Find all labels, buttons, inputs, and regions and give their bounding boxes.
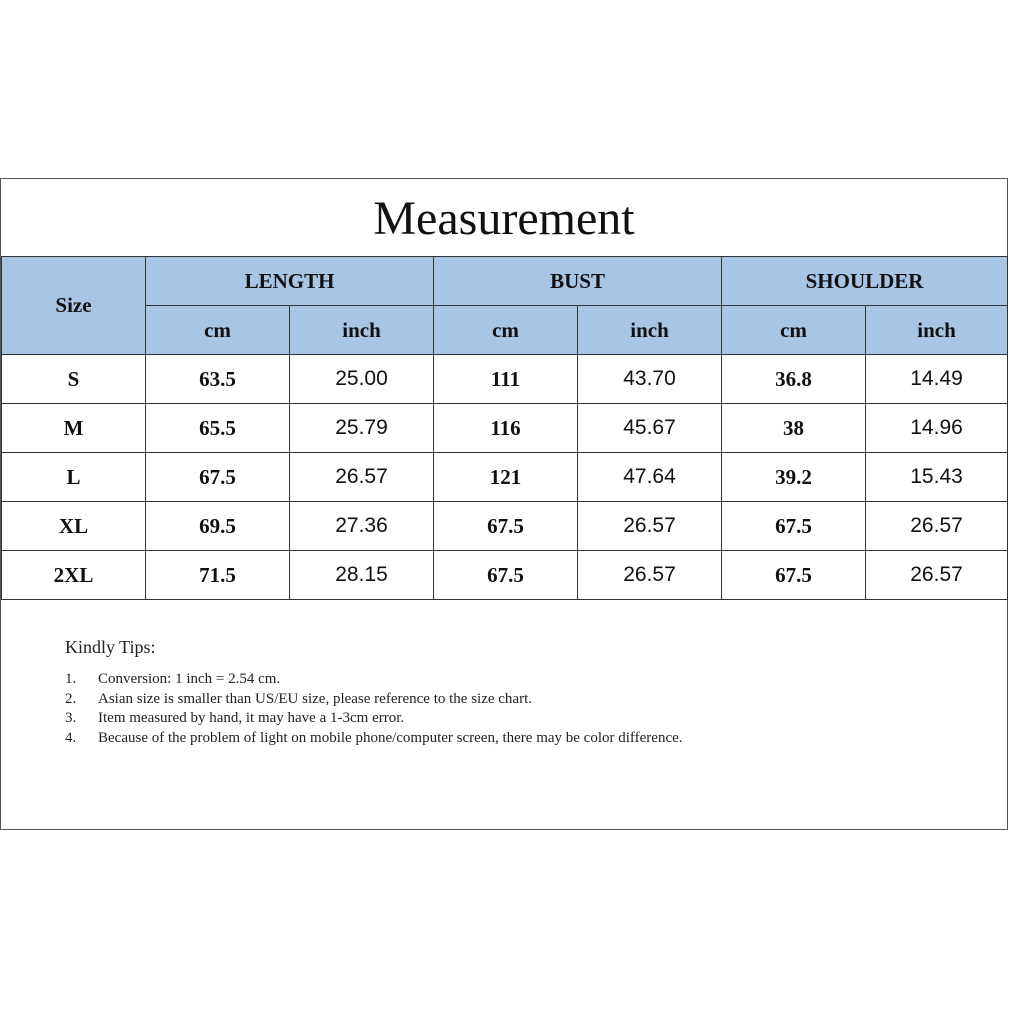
tip-text: Asian size is smaller than US/EU size, please reference to the size chart. [98, 690, 532, 707]
shoulder-cm-cell: 67.5 [722, 502, 866, 551]
bust-inch-cell: 26.57 [578, 502, 722, 551]
shoulder-inch-cell: 26.57 [866, 551, 1008, 600]
tips-list [65, 670, 865, 748]
size-cell: L [2, 453, 146, 502]
shoulder-cm-cell: 39.2 [722, 453, 866, 502]
bust-cm-cell: 111 [434, 355, 578, 404]
bust-inch-cell: 43.70 [578, 355, 722, 404]
bust-header: BUST [434, 257, 722, 306]
unit-header: cm [434, 306, 578, 355]
list-item [65, 670, 865, 690]
length-inch-cell: 27.36 [290, 502, 434, 551]
list-number: 1. [65, 671, 77, 687]
measurement-chart [0, 178, 1008, 830]
length-cm-cell: 65.5 [146, 404, 290, 453]
table-row [2, 551, 1008, 600]
kindly-tips [65, 637, 865, 748]
table-row [2, 502, 1008, 551]
length-inch-cell: 25.79 [290, 404, 434, 453]
length-cm-cell: 69.5 [146, 502, 290, 551]
bust-cm-cell: 67.5 [434, 551, 578, 600]
tip-text: Conversion: 1 inch = 2.54 cm. [98, 671, 281, 687]
bust-cm-cell: 116 [434, 404, 578, 453]
shoulder-cm-cell: 36.8 [722, 355, 866, 404]
unit-header: inch [866, 306, 1008, 355]
length-cm-cell: 71.5 [146, 551, 290, 600]
size-cell: M [2, 404, 146, 453]
length-inch-cell: 25.00 [290, 355, 434, 404]
tip-text: Item measured by hand, it may have a 1-3cm error. [98, 710, 405, 726]
length-cm-cell: 67.5 [146, 453, 290, 502]
shoulder-header: SHOULDER [722, 257, 1008, 306]
bust-cm-cell: 67.5 [434, 502, 578, 551]
size-cell: 2XL [2, 551, 146, 600]
list-item [65, 690, 865, 710]
list-item [65, 709, 865, 729]
table-row [2, 404, 1008, 453]
page-title: Measurement [373, 192, 635, 245]
shoulder-cm-cell: 67.5 [722, 551, 866, 600]
shoulder-inch-cell: 15.43 [866, 453, 1008, 502]
unit-header: inch [578, 306, 722, 355]
size-table [1, 256, 1008, 600]
shoulder-cm-cell: 38 [722, 404, 866, 453]
unit-header: cm [146, 306, 290, 355]
table-row [2, 355, 1008, 404]
size-cell: S [2, 355, 146, 404]
length-inch-cell: 26.57 [290, 453, 434, 502]
bust-inch-cell: 26.57 [578, 551, 722, 600]
bust-inch-cell: 45.67 [578, 404, 722, 453]
unit-header: inch [290, 306, 434, 355]
list-number: 2. [65, 690, 77, 707]
shoulder-inch-cell: 14.96 [866, 404, 1008, 453]
size-header: Size [2, 257, 146, 355]
shoulder-inch-cell: 26.57 [866, 502, 1008, 551]
list-item [65, 729, 865, 749]
bust-inch-cell: 47.64 [578, 453, 722, 502]
size-cell: XL [2, 502, 146, 551]
list-number: 4. [65, 729, 77, 746]
tip-text: Because of the problem of light on mobile phone/computer screen, there may be color difference. [98, 729, 683, 746]
list-number: 3. [65, 710, 77, 726]
unit-header: cm [722, 306, 866, 355]
bust-cm-cell: 121 [434, 453, 578, 502]
tips-title: Kindly Tips: [65, 637, 156, 657]
table-row [2, 453, 1008, 502]
length-header: LENGTH [146, 257, 434, 306]
length-cm-cell: 63.5 [146, 355, 290, 404]
shoulder-inch-cell: 14.49 [866, 355, 1008, 404]
length-inch-cell: 28.15 [290, 551, 434, 600]
